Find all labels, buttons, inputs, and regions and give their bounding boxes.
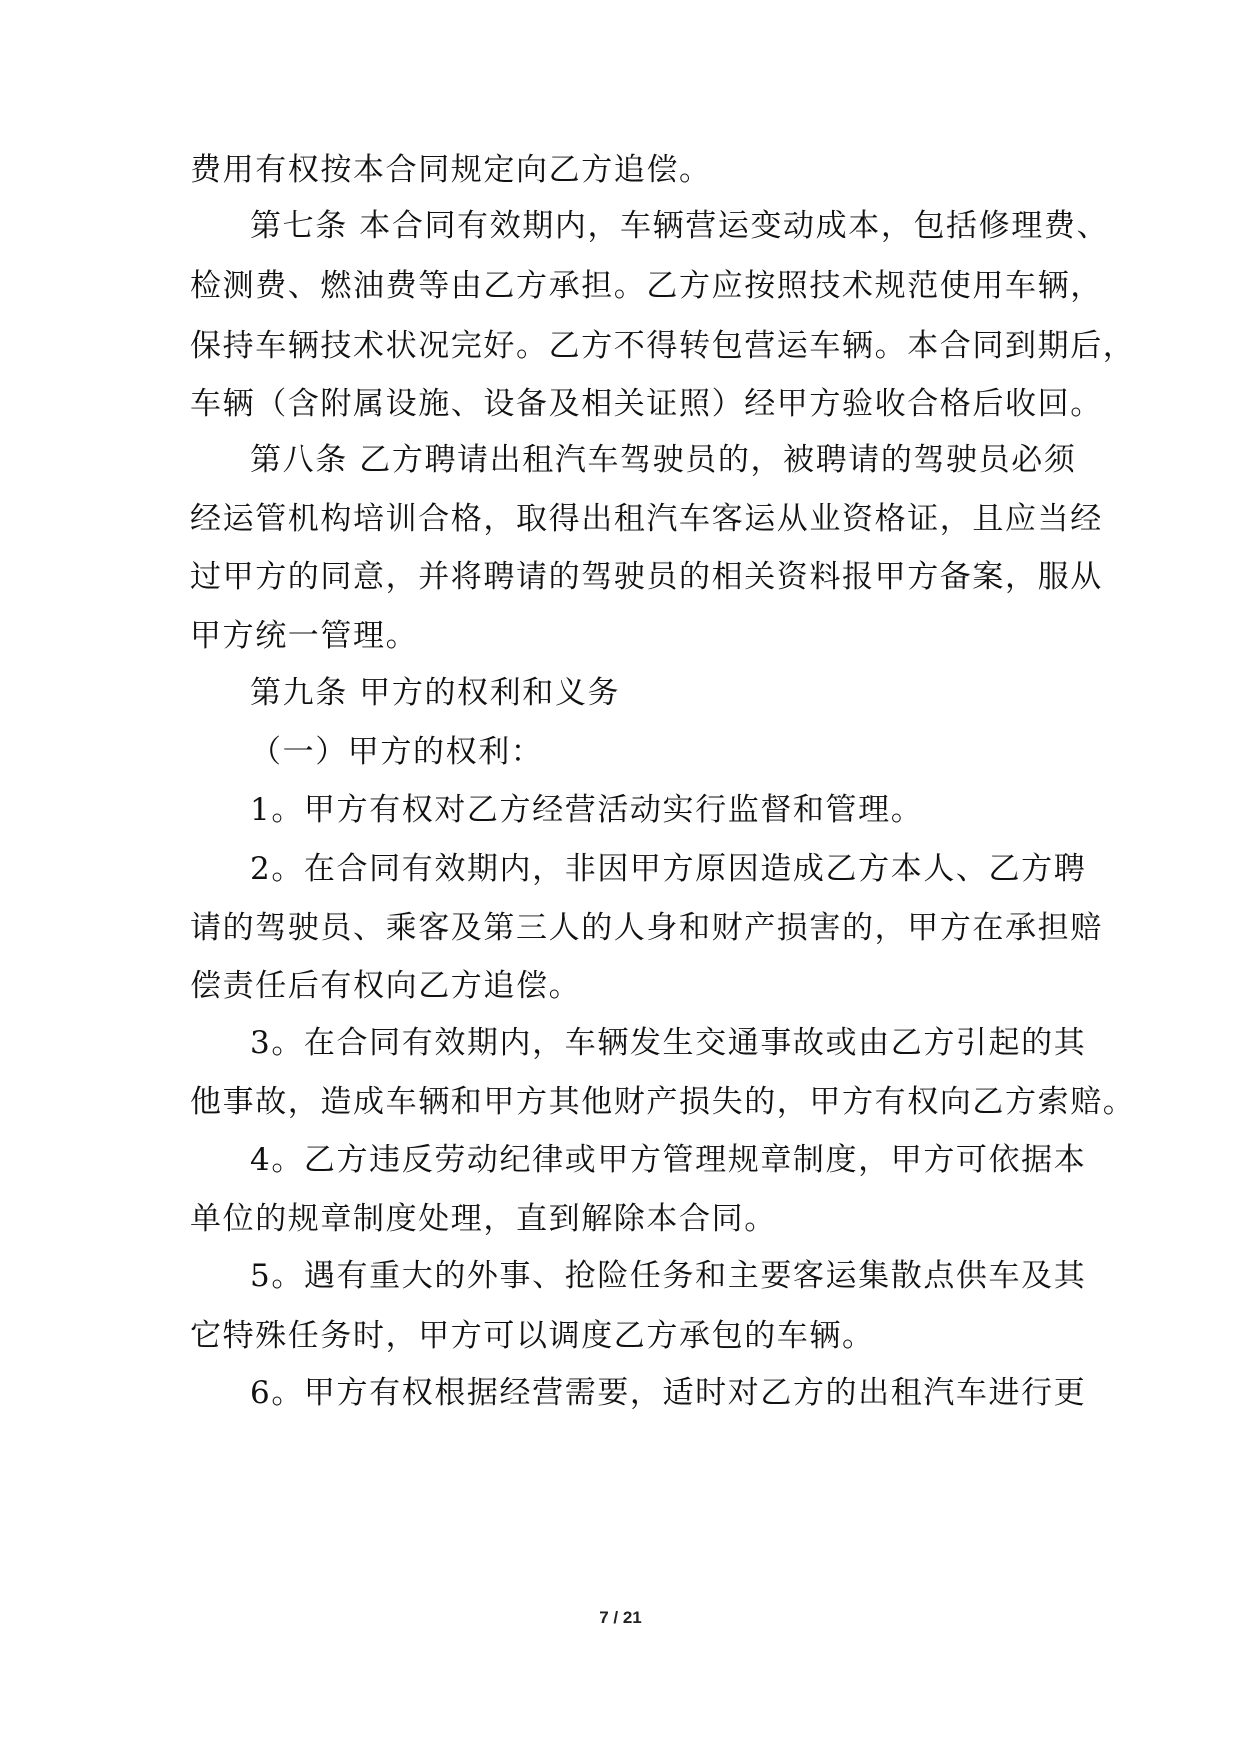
paragraph-line: 甲方统一管理。 [190, 618, 419, 654]
paragraph-line: 它特殊任务时，甲方可以调度乙方承包的车辆。 [190, 1318, 875, 1354]
list-item: 6。甲方有权根据经营需要，适时对乙方的出租汽车进行更 [250, 1375, 1087, 1411]
paragraph-line: 费用有权按本合同规定向乙方追偿。 [190, 152, 712, 188]
list-item: 4。乙方违反劳动纪律或甲方管理规章制度，甲方可依据本 [250, 1142, 1087, 1178]
paragraph-line: 单位的规章制度处理，直到解除本合同。 [190, 1201, 777, 1237]
paragraph-line: 他事故，造成车辆和甲方其他财产损失的，甲方有权向乙方索赔。 [190, 1084, 1136, 1120]
paragraph-line: 偿责任后有权向乙方追偿。 [190, 968, 582, 1004]
list-item: 1。甲方有权对乙方经营活动实行监督和管理。 [250, 792, 924, 828]
article-7-heading-line: 第七条 本合同有效期内，车辆营运变动成本，包括修理费、 [250, 208, 1110, 244]
list-item: 2。在合同有效期内，非因甲方原因造成乙方本人、乙方聘 [250, 851, 1087, 887]
article-9-heading: 第九条 甲方的权利和义务 [250, 675, 621, 711]
paragraph-line: 过甲方的同意，并将聘请的驾驶员的相关资料报甲方备案，服从 [190, 559, 1103, 595]
paragraph-line: 检测费、燃油费等由乙方承担。乙方应按照技术规范使用车辆， [190, 268, 1103, 304]
paragraph-line: 经运管机构培训合格，取得出租汽车客运从业资格证，且应当经 [190, 501, 1103, 537]
section-heading: （一）甲方的权利： [250, 734, 544, 770]
page-number: 7 / 21 [599, 1608, 642, 1627]
paragraph-line: 保持车辆技术状况完好。乙方不得转包营运车辆。本合同到期后， [190, 328, 1136, 364]
article-8-heading-line: 第八条 乙方聘请出租汽车驾驶员的，被聘请的驾驶员必须 [250, 442, 1077, 478]
paragraph-line: 车辆（含附属设施、设备及相关证照）经甲方验收合格后收回。 [190, 386, 1103, 422]
list-item: 5。遇有重大的外事、抢险任务和主要客运集散点供车及其 [250, 1258, 1087, 1294]
list-item: 3。在合同有效期内，车辆发生交通事故或由乙方引起的其 [250, 1025, 1087, 1061]
paragraph-line: 请的驾驶员、乘客及第三人的人身和财产损害的，甲方在承担赔 [190, 910, 1103, 946]
